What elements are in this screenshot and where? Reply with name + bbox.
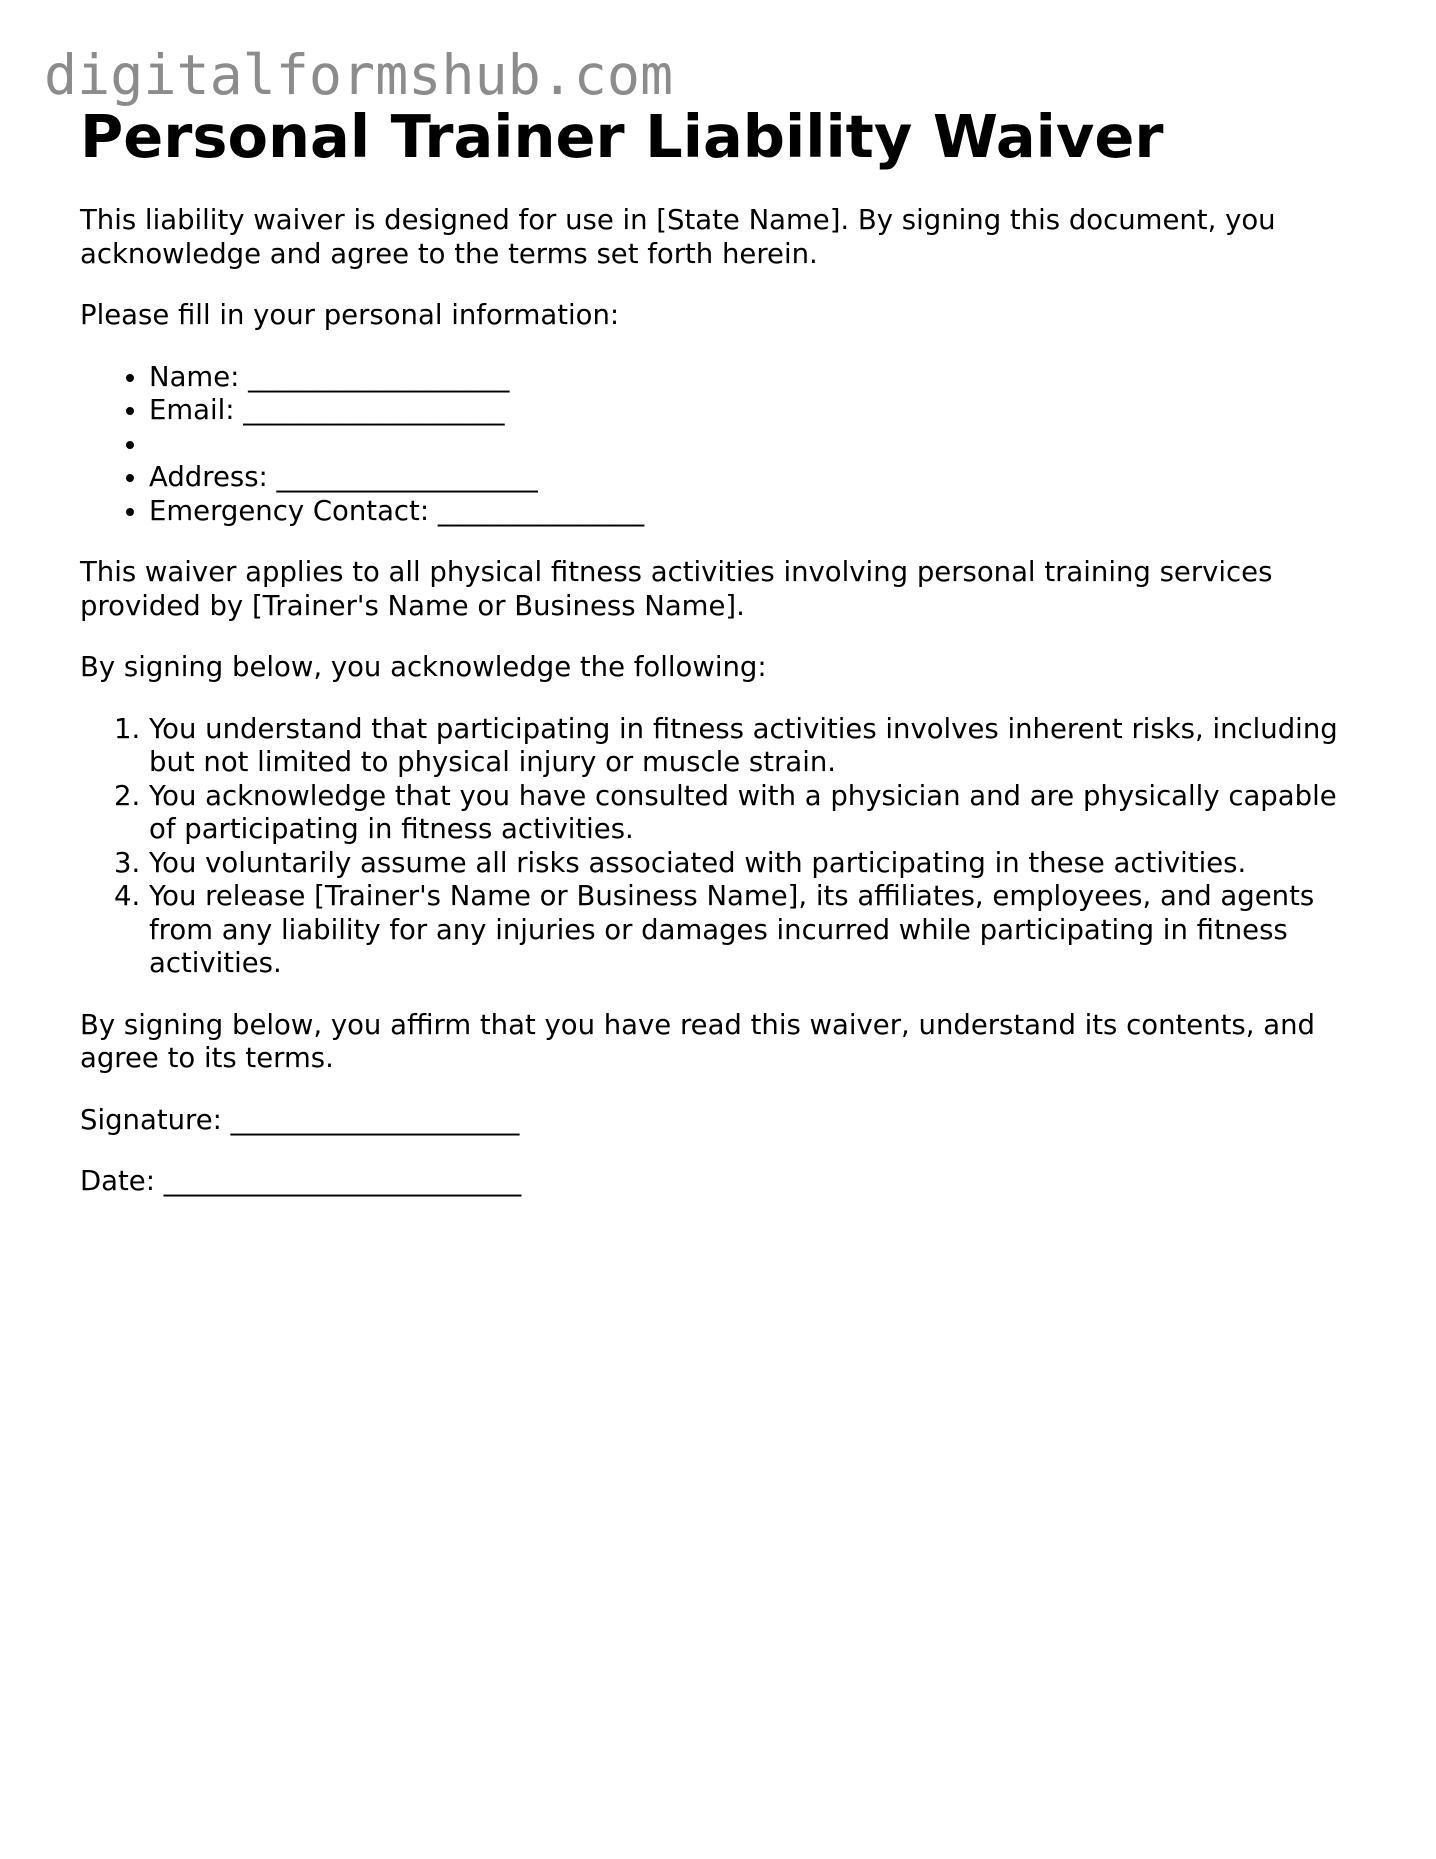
acknowledgement-item: 2. You acknowledge that you have consulted with a physician and are physically capable of participating in fitness activities. xyxy=(149,780,1370,847)
acknowledgement-item: 4. You release [Trainer's Name or Business Name], its affiliates, employees, and agents from any liability for any injuries or damages incurred while participating in fitness activities. xyxy=(149,880,1370,981)
emergency-contact-field[interactable]: • Emergency Contact: _______________ xyxy=(149,495,1370,529)
acknowledgement-item: 3. You voluntarily assume all risks associated with participating in these activities. xyxy=(149,847,1370,881)
empty-field xyxy=(149,428,1370,462)
intro-paragraph: This liability waiver is designed for use in [State Name]. By signing this document, you acknowledge and agree to the terms set forth herein. xyxy=(80,204,1276,270)
date-field[interactable]: Date: __________________________ xyxy=(80,1165,522,1197)
name-field[interactable]: • Name: ___________________ xyxy=(149,361,1370,395)
affirmation-paragraph: By signing below, you affirm that you have read this waiver, understand its contents, and agree to its terms. xyxy=(80,1008,1315,1074)
signature-field[interactable]: Signature: _____________________ xyxy=(80,1103,520,1136)
acknowledgement-list xyxy=(80,713,1370,981)
personal-info-prompt: Please fill in your personal information: xyxy=(80,299,620,331)
scope-paragraph: This waiver applies to all physical fitness activities involving personal training services provided by [Trainer's Name or Business Name]. xyxy=(80,556,1273,622)
email-field[interactable]: • Email: ___________________ xyxy=(149,394,1370,428)
document-body xyxy=(80,100,1370,1199)
address-field[interactable]: • Address: ___________________ xyxy=(149,461,1370,495)
document-title: Personal Trainer Liability Waiver xyxy=(80,102,1164,171)
acknowledgement-item: 1. You understand that participating in fitness activities involves inherent risks, including but not limited to physical injury or muscle strain. xyxy=(149,713,1370,780)
personal-info-list xyxy=(80,361,1370,529)
acknowledgement-lead: By signing below, you acknowledge the following: xyxy=(80,651,767,683)
watermark: digitalformshub.com xyxy=(44,43,674,107)
